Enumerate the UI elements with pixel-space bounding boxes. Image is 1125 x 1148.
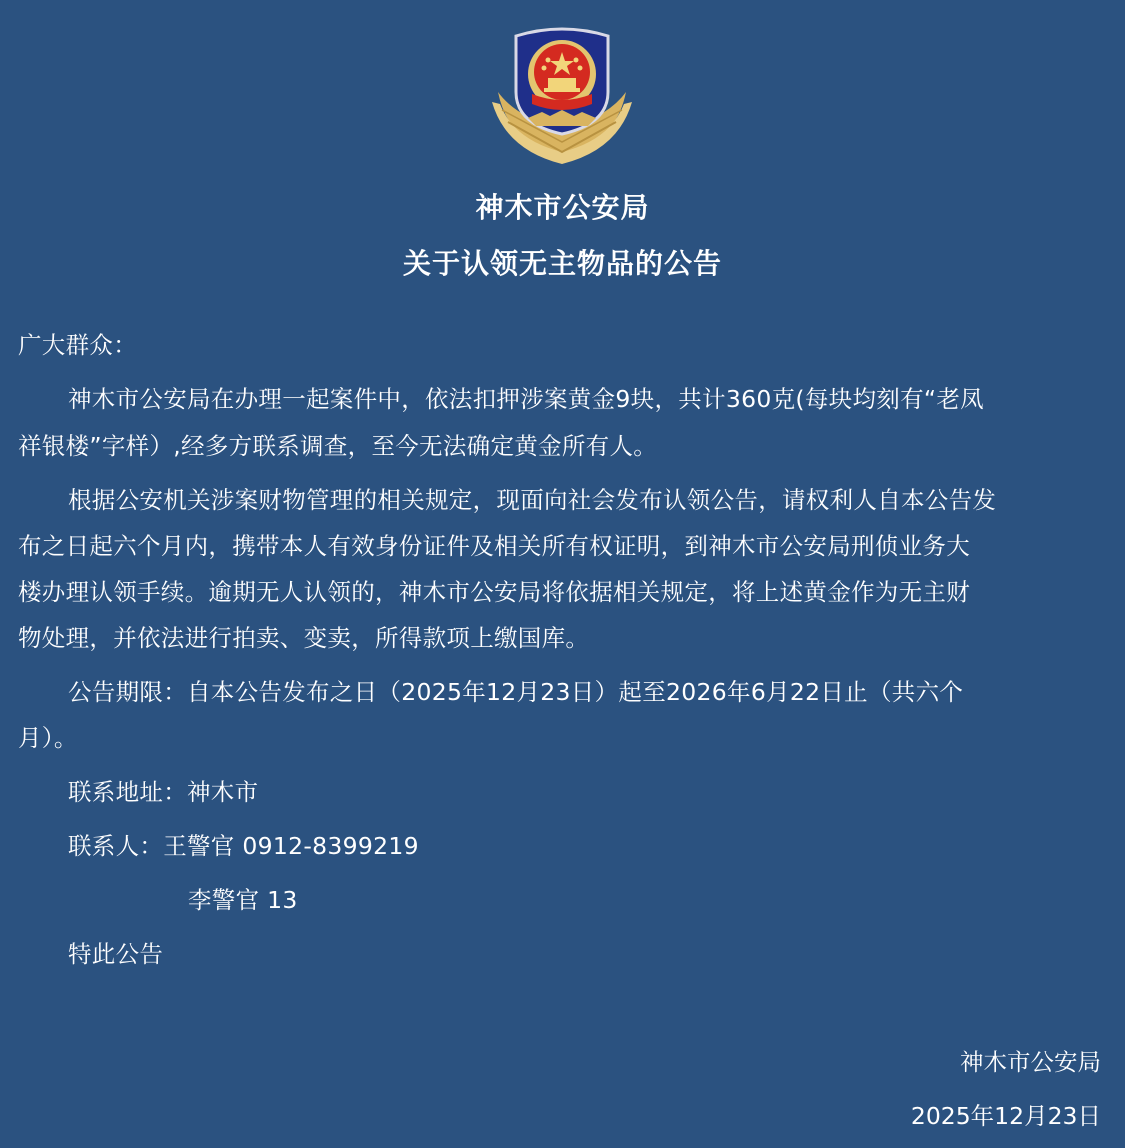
notice-period-line-1: 公告期限：自本公告发布之日（2025年12月23日）起至2026年6月22日止（共六个	[68, 678, 964, 706]
contact-address	[68, 773, 408, 807]
paragraph-1-line-1: 神木市公安局在办理一起案件中，依法扣押涉案黄金9块，共计360克(每块均刻有“老凤	[68, 385, 984, 413]
notice-period-line-2: 月）。	[18, 724, 78, 752]
paragraph-2-line-1: 根据公安机关涉案财物管理的相关规定，现面向社会发布认领公告，请权利人自本公告发	[68, 486, 997, 514]
redacted-region	[258, 781, 408, 807]
closing-remark: 特此公告	[68, 940, 164, 968]
salutation: 广大群众：	[18, 331, 137, 359]
signature-date: 2025年12月23日	[910, 1102, 1101, 1130]
contact-person-2: 李警官 13	[188, 886, 298, 914]
police-emblem-icon	[488, 22, 636, 164]
paragraph-2-line-2: 布之日起六个月内，携带本人有效身份证件及相关所有权证明，到神木市公安局刑侦业务大	[18, 532, 970, 560]
paragraph-1-line-2: 祥银楼”字样）,经多方联系调查，至今无法确定黄金所有人。	[18, 432, 658, 460]
notice-title: 关于认领无主物品的公告	[402, 247, 722, 280]
contact-address-text: 联系地址：神木市	[68, 778, 259, 806]
issuing-org-title: 神木市公安局	[475, 191, 650, 224]
signature-org: 神木市公安局	[960, 1048, 1101, 1076]
paragraph-2-line-3: 楼办理认领手续。逾期无人认领的，神木市公安局将依据相关规定，将上述黄金作为无主财	[18, 578, 970, 606]
paragraph-2-line-4: 物处理，并依法进行拍卖、变卖，所得款项上缴国库。	[18, 624, 590, 652]
contact-person-1: 联系人：王警官 0912-8399219	[68, 832, 419, 860]
